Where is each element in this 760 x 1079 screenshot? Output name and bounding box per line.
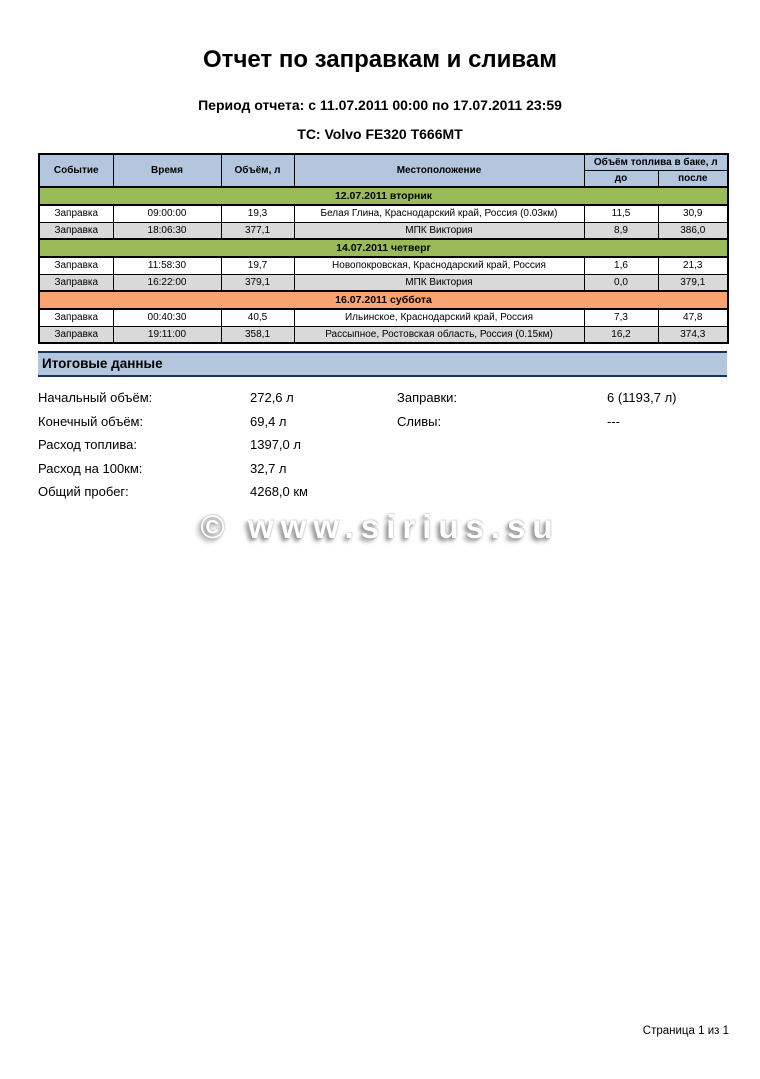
col-header-volume: Объём, л: [221, 154, 294, 187]
cell-event: Заправка: [39, 274, 113, 291]
summary-label: Сливы:: [397, 413, 442, 429]
date-group-label: 16.07.2011 суббота: [39, 291, 728, 309]
date-group-label: 14.07.2011 четверг: [39, 239, 728, 257]
cell-volume: 379,1: [221, 274, 294, 291]
page-title: Отчет по заправкам и сливам: [203, 46, 557, 73]
summary-value: 6 (1193,7 л): [607, 390, 677, 405]
cell-volume: 19,3: [221, 205, 294, 222]
summary-value: 69,4 л: [250, 413, 287, 429]
cell-after: 30,9: [658, 205, 728, 222]
cell-after: 379,1: [658, 274, 728, 291]
summary-label: Расход на 100км:: [38, 460, 143, 476]
col-header-before: до: [584, 171, 658, 188]
cell-location: Новопокровская, Краснодарский край, Россия: [294, 257, 584, 274]
cell-after: 374,3: [658, 326, 728, 343]
cell-time: 09:00:00: [113, 205, 221, 222]
cell-location: МПК Виктория: [294, 222, 584, 239]
cell-volume: 19,7: [221, 257, 294, 274]
cell-event: Заправка: [39, 257, 113, 274]
cell-event: Заправка: [39, 326, 113, 343]
cell-before: 1,6: [584, 257, 658, 274]
cell-before: 7,3: [584, 309, 658, 326]
cell-time: 19:11:00: [113, 326, 221, 343]
summary-label: Конечный объём:: [38, 413, 144, 429]
watermark: © www.sirius.su: [200, 508, 560, 545]
date-group-header: [39, 239, 728, 257]
report-period: Период отчета: с 11.07.2011 00:00 по 17.07.2011 23:59: [198, 97, 562, 113]
table-row: [39, 309, 728, 326]
cell-time: 18:06:30: [113, 222, 221, 239]
col-header-after: после: [658, 171, 728, 188]
vehicle-label: ТС: Volvo FE320 Т666МТ: [297, 126, 463, 142]
table-row: [39, 205, 728, 222]
cell-before: 0,0: [584, 274, 658, 291]
col-header-tank-group: Объём топлива в баке, л: [584, 154, 728, 171]
cell-location: Белая Глина, Краснодарский край, Россия (0.03км): [294, 205, 584, 222]
summary-label: Расход топлива:: [38, 437, 137, 452]
cell-after: 386,0: [658, 222, 728, 239]
col-header-location: Местоположение: [294, 154, 584, 187]
col-header-event: Событие: [39, 154, 113, 187]
summary-value: 272,6 л: [250, 390, 294, 405]
cell-location: Рассыпное, Ростовская область, Россия (0.15км): [294, 326, 584, 343]
cell-volume: 358,1: [221, 326, 294, 343]
summary-value: ---: [607, 413, 620, 429]
col-header-time: Время: [113, 154, 221, 187]
cell-after: 21,3: [658, 257, 728, 274]
fuel-events-table: [38, 153, 729, 344]
cell-volume: 377,1: [221, 222, 294, 239]
summary-value: 1397,0 л: [250, 437, 301, 452]
cell-after: 47,8: [658, 309, 728, 326]
cell-time: 16:22:00: [113, 274, 221, 291]
cell-event: Заправка: [39, 222, 113, 239]
table-row: [39, 326, 728, 343]
date-group-header: [39, 187, 728, 205]
summary-value: 4268,0 км: [250, 484, 308, 499]
summary-label: Общий пробег:: [38, 484, 129, 499]
cell-location: Ильинское, Краснодарский край, Россия: [294, 309, 584, 326]
date-group-header: [39, 291, 728, 309]
cell-event: Заправка: [39, 309, 113, 326]
summary-label: Заправки:: [397, 390, 458, 405]
summary-grid: [38, 390, 727, 508]
cell-event: Заправка: [39, 205, 113, 222]
cell-before: 11,5: [584, 205, 658, 222]
cell-location: МПК Виктория: [294, 274, 584, 291]
cell-volume: 40,5: [221, 309, 294, 326]
table-header-row: [39, 154, 728, 171]
cell-before: 8,9: [584, 222, 658, 239]
cell-time: 11:58:30: [113, 257, 221, 274]
cell-time: 00:40:30: [113, 309, 221, 326]
table-row: [39, 274, 728, 291]
summary-value: 32,7 л: [250, 460, 287, 476]
table-row: [39, 222, 728, 239]
cell-before: 16,2: [584, 326, 658, 343]
summary-section-header: Итоговые данные: [38, 351, 727, 377]
table-row: [39, 257, 728, 274]
date-group-label: 12.07.2011 вторник: [39, 187, 728, 205]
summary-label: Начальный объём:: [38, 390, 153, 405]
page-number: Страница 1 из 1: [642, 1025, 729, 1037]
